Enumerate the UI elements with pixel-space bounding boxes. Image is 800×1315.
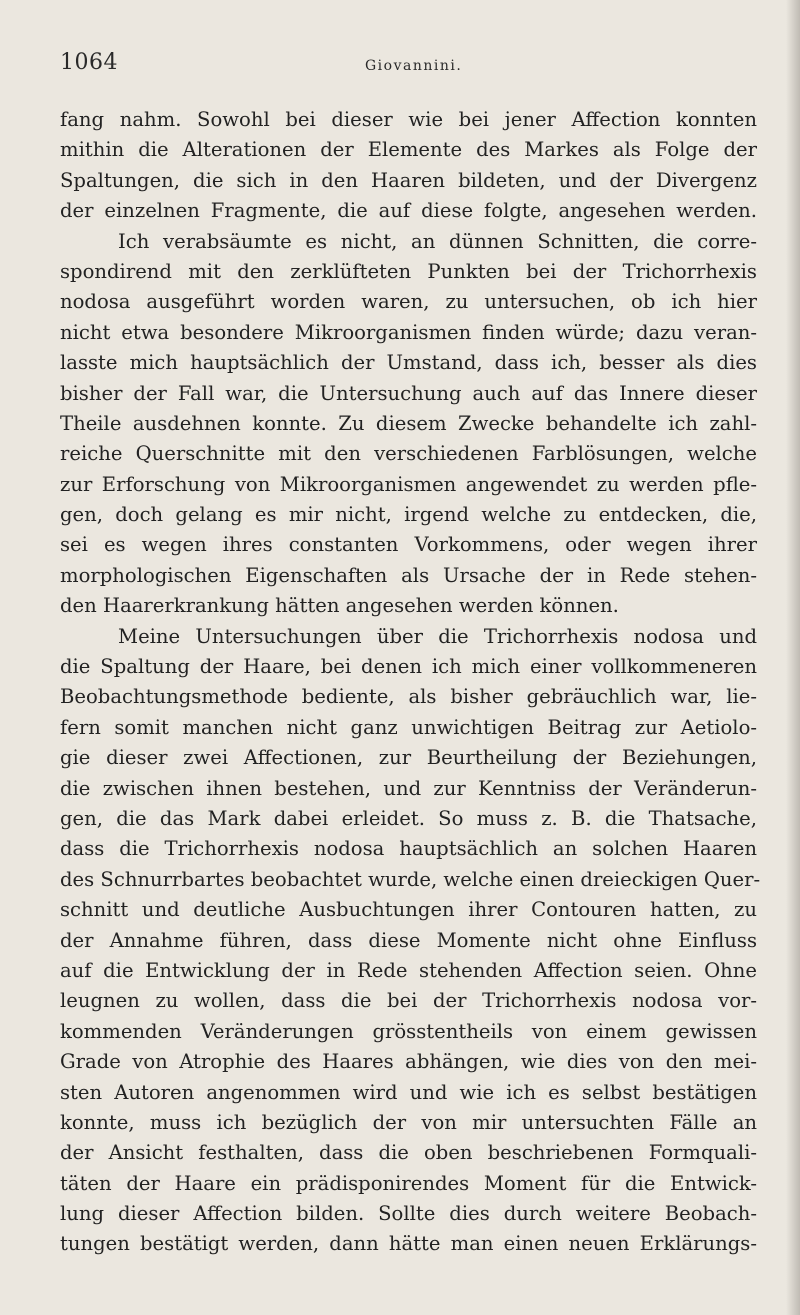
page-edge-shadow xyxy=(786,0,800,1315)
text-line: auf die Entwicklung der in Rede stehenden Affection seien. Ohne xyxy=(60,958,757,982)
text-line: gie dieser zwei Affectionen, zur Beurtheilung der Beziehungen, xyxy=(60,746,757,770)
text-line: spondirend mit den zerklüfteten Punkten bei der Trichorrhexis xyxy=(60,259,757,283)
text-line: nicht etwa besondere Mikroorganismen finden würde; dazu veran- xyxy=(60,320,757,344)
text-line: sei es wegen ihres constanten Vorkommens, oder wegen ihrer xyxy=(60,533,757,557)
text-line: Beobachtungsmethode bediente, als bisher gebräuchlich war, lie- xyxy=(60,685,757,709)
text-line: fern somit manchen nicht ganz unwichtigen Beitrag zur Aetiolo- xyxy=(60,715,757,739)
text-line: gen, die das Mark dabei erleidet. So muss z. B. die Thatsache, xyxy=(60,806,757,830)
text-line: kommenden Veränderungen grösstentheils von einem gewissen xyxy=(60,1019,757,1043)
text-line: Ich verabsäumte es nicht, an dünnen Schnitten, die corre- xyxy=(118,229,757,253)
text-line: schnitt und deutliche Ausbuchtungen ihrer Contouren hatten, zu xyxy=(60,898,757,922)
body-text xyxy=(60,105,761,1260)
text-line: morphologischen Eigenschaften als Ursache der in Rede stehen- xyxy=(60,563,757,587)
text-line: konnte, muss ich bezüglich der von mir untersuchten Fälle an xyxy=(60,1110,757,1134)
text-line: lung dieser Affection bilden. Sollte dies durch weitere Beobach- xyxy=(60,1202,757,1226)
text-line: täten der Haare ein prädisponirendes Moment für die Entwick- xyxy=(60,1171,757,1195)
text-line: Meine Untersuchungen über die Trichorrhexis nodosa und xyxy=(118,624,757,648)
text-line: der Ansicht festhalten, dass die oben beschriebenen Formquali- xyxy=(60,1141,757,1165)
text-line: gen, doch gelang es mir nicht, irgend welche zu entdecken, die, xyxy=(60,503,757,527)
text-line: Grade von Atrophie des Haares abhängen, wie dies von den mei- xyxy=(60,1050,757,1074)
text-line: die Spaltung der Haare, bei denen ich mich einer vollkommeneren xyxy=(60,655,757,679)
text-line: der einzelnen Fragmente, die auf diese folgte, angesehen werden. xyxy=(60,199,757,223)
text-line: dass die Trichorrhexis nodosa hauptsächlich an solchen Haaren xyxy=(60,837,757,861)
text-line: den Haarerkrankung hätten angesehen werden können. xyxy=(60,594,619,618)
page-header xyxy=(60,50,760,84)
page-number: 1064 xyxy=(60,50,118,75)
text-line: nodosa ausgeführt worden waren, zu untersuchen, ob ich hier xyxy=(60,290,757,314)
running-head: Giovannini. xyxy=(365,58,463,74)
text-line: Spaltungen, die sich in den Haaren bildeten, und der Divergenz xyxy=(60,168,757,192)
text-line: zur Erforschung von Mikroorganismen angewendet zu werden pfle- xyxy=(60,472,757,496)
text-line: bisher der Fall war, die Untersuchung auch auf das Innere dieser xyxy=(60,381,757,405)
text-line: reiche Querschnitte mit den verschiedenen Farblösungen, welche xyxy=(60,442,757,466)
text-line: Theile ausdehnen konnte. Zu diesem Zwecke behandelte ich zahl- xyxy=(60,411,757,435)
text-line: tungen bestätigt werden, dann hätte man einen neuen Erklärungs- xyxy=(60,1232,757,1256)
text-line: lasste mich hauptsächlich der Umstand, dass ich, besser als dies xyxy=(60,351,757,375)
text-line: fang nahm. Sowohl bei dieser wie bei jener Affection konnten xyxy=(60,108,757,131)
text-line: mithin die Alterationen der Elemente des Markes als Folge der xyxy=(60,138,757,162)
text-line: der Annahme führen, dass diese Momente nicht ohne Einfluss xyxy=(60,928,757,952)
text-line: des Schnurrbartes beobachtet wurde, welche einen dreieckigen Quer- xyxy=(60,867,761,891)
text-line: sten Autoren angenommen wird und wie ich es selbst bestätigen xyxy=(60,1080,757,1104)
text-line: die zwischen ihnen bestehen, und zur Kenntniss der Veränderun- xyxy=(60,776,757,800)
text-line: leugnen zu wollen, dass die bei der Trichorrhexis nodosa vor- xyxy=(60,989,757,1013)
